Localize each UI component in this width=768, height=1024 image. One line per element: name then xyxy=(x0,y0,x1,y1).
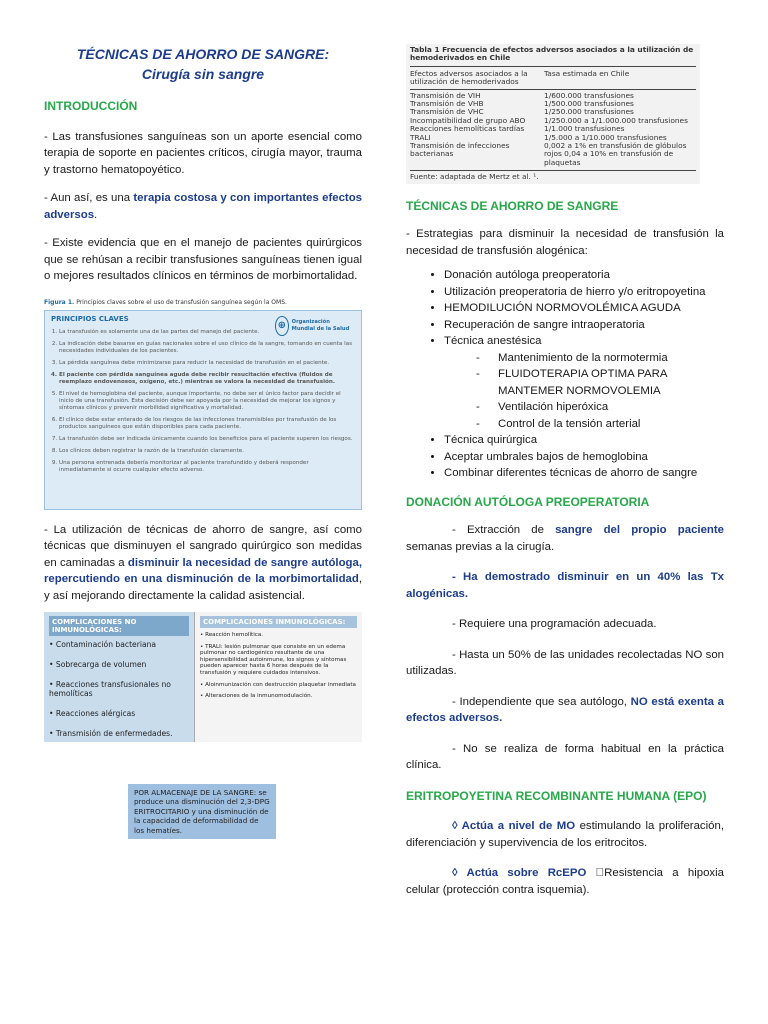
table-cell: Reacciones hemolíticas tardías xyxy=(410,124,525,134)
complications-figure xyxy=(44,612,362,742)
complication-item: • Reacciones alérgicas xyxy=(49,709,136,718)
table-cell: 1/600.000 transfusiones xyxy=(544,90,634,100)
list-item: • Técnica anestésica xyxy=(444,333,724,350)
epo-p2: ◊ Actúa sobre RcEPO  Resistencia a hipoxia celular (protección contra isquemia). xyxy=(406,867,724,896)
list-item: • Recuperación de sangre intraoperatoria xyxy=(444,317,724,334)
principle-item: 3. La pérdida sanguínea debe minimizarse para reducir la necesidad de transfusión en el paciente. xyxy=(59,360,355,367)
principle-item: 1. La transfusión es solamente una de las partes del manejo del paciente. xyxy=(59,329,355,336)
donacion-heading: DONACIÓN AUTÓLOGA PREOPERATORIA xyxy=(406,494,650,509)
non-immunologic-complications: COMPLICACIONES NO INMUNOLÓGICAS: • Contaminación bacteriana • Sobrecarga de volumen • Reacciones transfusionales no hemolíticas • Reacciones alérgicas • Transmisión de enfermedades. xyxy=(44,612,194,742)
principle-item: 2. La indicación debe basarse en guías nacionales sobre el uso clínico de la sangre, tomando en cuenta las necesidades individuales de los pacientes. xyxy=(59,341,355,355)
table-source: Fuente: adaptada de Mertz et al. ¹. xyxy=(410,170,696,181)
complication-item: • Aloinmunización con destrucción plaquetar inmediata xyxy=(200,681,356,688)
donacion-p2: - Ha demostrado disminuir en un 40% las Tx alogénicas. xyxy=(406,571,724,600)
sub-list-item: - Ventilación hiperóxica xyxy=(498,399,724,416)
table-cell: 1/5.000 a 1/10.000 transfusiones xyxy=(544,132,667,142)
table-cell: Transmisión de VIH xyxy=(410,90,481,100)
list-item: • Combinar diferentes técnicas de ahorro de sangre xyxy=(444,465,724,482)
anesthesia-sub-list xyxy=(444,350,724,433)
left-column xyxy=(44,44,362,742)
principle-item: 6. El clínico debe estar enterado de los riesgos de las infecciones transmisibles por transfusión de los productos sanguíneos que están disponibles para cada paciente. xyxy=(59,417,355,431)
right-column xyxy=(406,44,724,898)
complication-item: • Transmisión de enfermedades. xyxy=(49,729,173,738)
complication-item: • Reacción hemolítica. xyxy=(200,632,264,638)
who-logo: ⊕ Organización Mundial de la Salud xyxy=(275,316,355,336)
table-1-caption: Tabla 1 Frecuencia de efectos adversos asociados a la utilización de hemoderivados en Chile xyxy=(410,46,696,67)
document-subtitle: Cirugía sin sangre xyxy=(141,66,265,82)
key-principles-list xyxy=(51,329,355,474)
donacion-p3: - Requiere una programación adecuada. xyxy=(452,618,657,631)
principle-item: 5. El nivel de hemoglobina del paciente, aunque importante, no debe ser el único factor para decidir el inicio de una transfusión. Esta decisión debe ser apoyada por la necesidad de mejorar los signos y síntomas clínicos y prevenir morbilidad significativa y mortalidad. xyxy=(59,391,355,412)
epo-p1: ◊ Actúa a nivel de MO estimulando la proliferación, diferenciación y supervivencia de los eritrocitos. xyxy=(406,820,724,849)
intro-paragraph-1: - Las transfusiones sanguíneas son un aporte esencial como terapia de soporte en pacientes críticos, cirugía mayor, trauma y trastorno hematopoyético. xyxy=(44,130,362,176)
list-item: • Donación autóloga preoperatoria xyxy=(444,267,724,284)
sub-list-wrapper xyxy=(444,350,724,433)
table-cell: Incompatibilidad de grupo ABO xyxy=(410,115,526,125)
storage-note: POR ALMACENAJE DE LA SANGRE: se produce una disminución del 2,3-DPG ERITROCITARIO y una disminución de la capacidad de deformabilidad de los hematíes. xyxy=(128,784,276,839)
donacion-p5: - Independiente que sea autólogo, NO está exenta a efectos adversos. xyxy=(406,695,724,725)
sub-list-item: - FLUIDOTERAPIA OPTIMA PARA MANTEMER NORMOVOLEMIA xyxy=(498,366,724,399)
complication-item: • Reacciones transfusionales no hemolíticas xyxy=(49,680,171,698)
key-principles-title: PRINCIPIOS CLAVES xyxy=(51,314,129,323)
table-cell: 1/250.000 transfusiones xyxy=(544,107,634,117)
list-item: • Aceptar umbrales bajos de hemoglobina xyxy=(444,449,724,466)
immunologic-complications: COMPLICACIONES INMUNOLÓGICAS: • Reacción hemolítica. • TRALI: lesión pulmonar que consiste en un edema pulmonar no cardiogénico resultante de una hipersensibilidad autoinmune, los signos y síntomas pueden aparecer hasta 6 horas después de la transfusión y requiere cuidados intensivos. • Aloinmunización con destrucción plaquetar inmediata • Alteraciones de la inmunomodulación. xyxy=(194,612,362,742)
table-header: Efectos adversos asociados a la utilización de hemoderivados Tasa estimada en Chile xyxy=(410,70,696,90)
complication-item: • Contaminación bacteriana xyxy=(49,640,157,649)
donacion-p1: - Extracción de sangre del propio paciente semanas previas a la cirugía. xyxy=(406,524,724,553)
list-item: • Técnica quirúrgica xyxy=(444,432,724,449)
intro-paragraph-2: - Aun así, es una terapia costosa y con importantes efectos adversos. xyxy=(44,192,363,221)
table-cell: 0,002 a 1% en transfusión de glóbulos rojos 0,04 a 10% en transfusión de plaquetas xyxy=(544,141,687,167)
complication-item: • Alteraciones de la inmunomodulación. xyxy=(200,693,313,700)
epo-heading: ERITROPOYETINA RECOMBINANTE HUMANA (EPO) xyxy=(406,788,707,803)
principle-item: 4. El paciente con pérdida sanguínea aguda debe recibir resucitación efectiva (fluidos de reemplazo endovenosos, oxígeno, etc.) mientras se valora la necesidad de transfusión. xyxy=(59,372,355,386)
table-cell: 1/500.000 transfusiones xyxy=(544,99,634,109)
tecnicas-heading: TÉCNICAS DE AHORRO DE SANGRE xyxy=(406,198,619,213)
complication-item: • TRALI: lesión pulmonar que consiste en un edema pulmonar no cardiogénico resultante de una hipersensibilidad autoinmune, los signos y síntomas pueden aparecer hasta 6 horas después de la transfusión y requiere cuidados intensivos. xyxy=(200,643,347,676)
table-cell: Transmisión de VHB xyxy=(410,99,484,109)
table-cell: Transmisión de infecciones bacterianas xyxy=(410,141,510,159)
sub-list-item: - Mantenimiento de la normotermia xyxy=(498,350,724,367)
tecnicas-intro: - Estrategias para disminuir la necesidad de transfusión la necesidad de transfusión alogénica: xyxy=(406,228,724,257)
key-principles-box xyxy=(44,310,362,510)
document-title: TÉCNICAS DE AHORRO DE SANGRE: xyxy=(76,46,330,62)
donacion-p4: - Hasta un 50% de las unidades recolectadas NO son utilizadas. xyxy=(406,648,724,678)
list-item: • Utilización preoperatoria de hierro y/o eritropoyetina xyxy=(444,284,724,301)
techniques-paragraph: - La utilización de técnicas de ahorro de sangre, así como técnicas que disminuyen el sangrado quirúrgico son medidas en caminadas a disminuir la necesidad de sangre autóloga, repercutiendo en una disminución de la morbimortalidad, y así mejorando directamente la calidad asistencial. xyxy=(44,523,362,602)
table-cell: 1/250.000 a 1/1.000.000 transfusiones xyxy=(544,115,688,125)
table-row xyxy=(410,142,696,167)
intro-heading: INTRODUCCIÓN xyxy=(44,99,138,113)
figure-1 xyxy=(44,299,362,510)
complication-item: • Sobrecarga de volumen xyxy=(49,660,147,669)
list-item: • HEMODILUCIÓN NORMOVOLÉMICA AGUDA xyxy=(444,300,724,317)
principle-item: 9. Una persona entrenada debería monitorizar al paciente transfundido y deberá responder inmediatamente si ocurre cualquier efecto adverso. xyxy=(59,460,355,474)
sub-list-item: - Control de la tensión arterial xyxy=(498,416,724,433)
techniques-list xyxy=(406,267,724,482)
table-cell: TRALI xyxy=(410,132,431,142)
intro-paragraph-3: - Existe evidencia que en el manejo de pacientes quirúrgicos que se rehúsan a recibir transfusiones sanguíneas tienen igual o mejores resultados clínicos en términos de morbimortalidad. xyxy=(44,237,362,282)
table-cell: 1/1.000 transfusiones xyxy=(544,124,625,134)
principle-item: 7. La transfusión debe ser indicada únicamente cuando los beneficios para el paciente superen los riesgos. xyxy=(59,436,355,443)
table-1 xyxy=(406,44,700,184)
table-cell: Transmisión de VHC xyxy=(410,107,484,117)
donacion-p6: - No se realiza de forma habitual en la práctica clínica. xyxy=(406,742,724,772)
principle-item: 8. Los clínicos deben registrar la razón de la transfusión claramente. xyxy=(59,448,355,455)
figure-1-caption: Figura 1. Principios claves sobre el uso de transfusión sanguínea según la OMS. xyxy=(44,298,287,306)
globe-icon: ⊕ xyxy=(275,316,289,336)
